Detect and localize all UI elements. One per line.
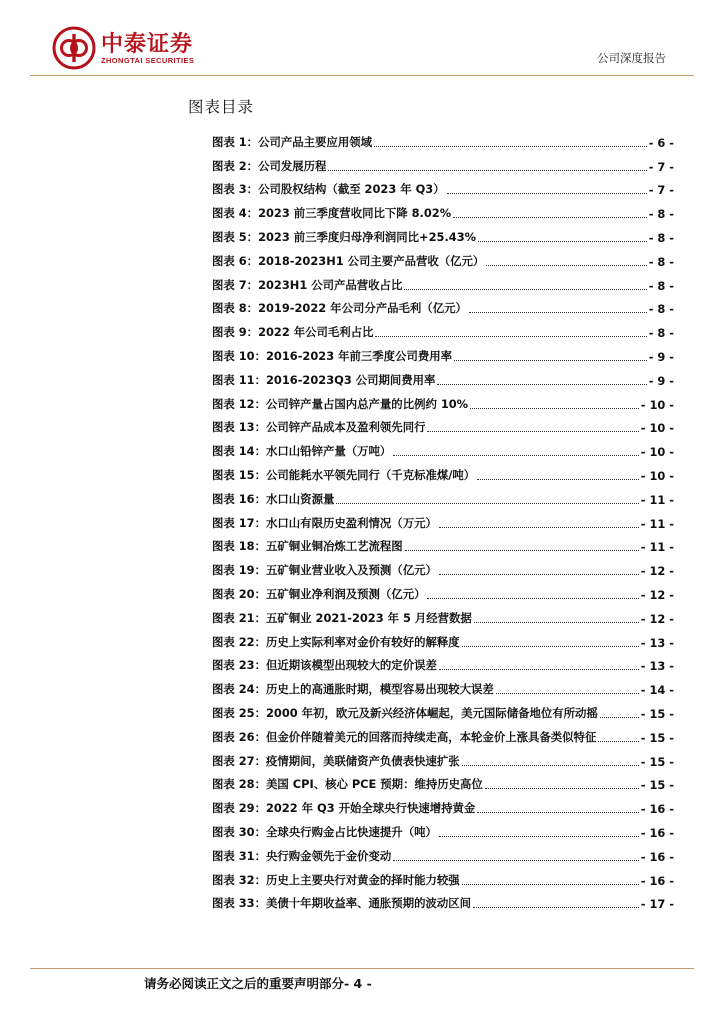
brand-name-en: ZHONGTAI SECURITIES <box>101 56 195 65</box>
toc-entry[interactable] <box>212 602 674 626</box>
toc-entry[interactable] <box>212 507 674 531</box>
toc-dot-leader <box>485 788 639 789</box>
toc-entry[interactable] <box>212 340 674 364</box>
toc-entry-caption: 2019-2022 年公司分产品毛利（亿元） <box>258 301 467 316</box>
toc-entry-label: 图表 3： <box>212 182 259 197</box>
toc-entry-label: 图表 19： <box>212 563 266 578</box>
toc-entry-page: - 8 - <box>648 302 674 317</box>
toc-entry-caption: 水口山资源量 <box>266 491 335 506</box>
toc-entry[interactable] <box>212 459 674 483</box>
toc-entry-label: 图表 14： <box>212 444 266 459</box>
toc-entry-caption: 水口山有限历史盈利情况（万元） <box>266 515 437 530</box>
toc-entry-label: 图表 30： <box>212 824 266 839</box>
toc-entry[interactable] <box>212 792 674 816</box>
toc-entry-label: 图表 22： <box>212 634 266 649</box>
toc-entry-page: - 8 - <box>648 254 674 269</box>
toc-list <box>212 126 674 911</box>
toc-dot-leader <box>439 836 639 837</box>
toc-entry-page: - 8 - <box>648 326 674 341</box>
toc-entry-label: 图表 24： <box>212 682 266 697</box>
toc-dot-leader <box>393 860 638 861</box>
toc-entry[interactable] <box>212 388 674 412</box>
toc-entry-caption: 但近期该模型出现较大的定价误差 <box>266 658 437 673</box>
toc-entry[interactable] <box>212 197 674 221</box>
toc-dot-leader <box>462 646 639 647</box>
toc-entry-label: 图表 16： <box>212 491 266 506</box>
toc-entry[interactable] <box>212 412 674 436</box>
toc-entry[interactable] <box>212 816 674 840</box>
toc-entry-page: - 12 - <box>640 564 674 579</box>
toc-entry-caption: 公司股权结构（截至 2023 年 Q3） <box>258 182 445 197</box>
toc-dot-leader <box>328 170 646 171</box>
toc-entry-label: 图表 32： <box>212 872 266 887</box>
toc-entry[interactable] <box>212 554 674 578</box>
toc-dot-leader <box>405 550 639 551</box>
toc-entry-caption: 2023 前三季度营收同比下降 8.02% <box>258 206 452 221</box>
toc-entry-page: - 13 - <box>640 659 674 674</box>
toc-entry-label: 图表 2： <box>212 158 259 173</box>
toc-entry-page: - 16 - <box>640 849 674 864</box>
toc-entry-label: 图表 17： <box>212 515 266 530</box>
toc-dot-leader <box>375 336 646 337</box>
toc-entry[interactable] <box>212 745 674 769</box>
toc-entry-page: - 17 - <box>640 897 674 912</box>
toc-entry-label: 图表 21： <box>212 610 266 625</box>
toc-dot-leader <box>437 384 646 385</box>
toc-dot-leader <box>427 431 638 432</box>
toc-entry-caption: 公司锌产品成本及盈利领先同行 <box>266 420 426 435</box>
toc-entry-label: 图表 12： <box>212 396 266 411</box>
toc-entry-page: - 7 - <box>648 183 674 198</box>
toc-dot-leader <box>600 717 639 718</box>
toc-entry-page: - 15 - <box>640 730 674 745</box>
report-type: 公司深度报告 <box>597 51 666 65</box>
toc-entry-label: 图表 26： <box>212 729 266 744</box>
toc-entry-page: - 15 - <box>640 778 674 793</box>
toc-dot-leader <box>404 289 646 290</box>
toc-dot-leader <box>427 598 638 599</box>
toc-entry[interactable] <box>212 650 674 674</box>
toc-entry-caption: 2018-2023H1 公司主要产品营收（亿元） <box>258 253 485 268</box>
toc-dot-leader <box>439 527 639 528</box>
toc-entry-label: 图表 20： <box>212 586 266 601</box>
toc-entry-page: - 10 - <box>640 445 674 460</box>
toc-entry-label: 图表 23： <box>212 658 266 673</box>
toc-dot-leader <box>470 408 639 409</box>
toc-entry-caption: 2000 年初，欧元及新兴经济体崛起，美元国际储备地位有所动摇 <box>266 705 598 720</box>
toc-entry-page: - 10 - <box>640 397 674 412</box>
toc-entry[interactable] <box>212 364 674 388</box>
toc-entry-page: - 15 - <box>640 706 674 721</box>
toc-entry-page: - 13 - <box>640 635 674 650</box>
toc-dot-leader <box>447 193 647 194</box>
toc-entry-page: - 6 - <box>648 135 674 150</box>
footer-disclaimer: 请务必阅读正文之后的重要声明部分- 4 - <box>144 976 372 991</box>
toc-entry-caption: 但金价伴随着美元的回落而持续走高，本轮金价上涨具备类似特征 <box>266 729 597 744</box>
toc-entry[interactable] <box>212 126 674 150</box>
zhongtai-logo-icon <box>52 26 96 70</box>
toc-entry-page: - 8 - <box>648 278 674 293</box>
toc-entry[interactable] <box>212 769 674 793</box>
toc-entry-caption: 五矿铜业营业收入及预测（亿元） <box>266 563 437 578</box>
toc-entry[interactable] <box>212 174 674 198</box>
toc-entry[interactable] <box>212 864 674 888</box>
toc-entry-page: - 12 - <box>640 587 674 602</box>
toc-entry[interactable] <box>212 531 674 555</box>
toc-dot-leader <box>336 503 638 504</box>
toc-title: 图表目录 <box>188 98 255 116</box>
brand-name-cn: 中泰证券 <box>101 32 194 57</box>
toc-dot-leader <box>477 812 638 813</box>
toc-entry[interactable] <box>212 483 674 507</box>
toc-dot-leader <box>453 217 647 218</box>
toc-dot-leader <box>469 312 647 313</box>
toc-dot-leader <box>439 574 639 575</box>
toc-entry-caption: 全球央行购金占比快速提升（吨） <box>266 824 437 839</box>
toc-entry-label: 图表 8： <box>212 301 259 316</box>
toc-entry-label: 图表 11： <box>212 372 266 387</box>
toc-entry-page: - 9 - <box>648 373 674 388</box>
toc-entry[interactable] <box>212 626 674 650</box>
toc-entry-page: - 16 - <box>640 825 674 840</box>
toc-dot-leader <box>478 241 647 242</box>
toc-entry-label: 图表 6： <box>212 253 259 268</box>
toc-entry-label: 图表 5： <box>212 229 259 244</box>
toc-entry-page: - 11 - <box>640 492 674 507</box>
toc-entry-page: - 16 - <box>640 802 674 817</box>
toc-dot-leader <box>393 455 638 456</box>
toc-dot-leader <box>454 360 647 361</box>
toc-entry-caption: 2023 前三季度归母净利润同比+25.43% <box>258 229 477 244</box>
toc-entry-caption: 五矿铜业 2021-2023 年 5 月经营数据 <box>266 610 472 625</box>
toc-entry[interactable] <box>212 316 674 340</box>
toc-entry-caption: 美国 CPI、核心 PCE 预期：维持历史高位 <box>266 777 483 792</box>
toc-entry[interactable] <box>212 245 674 269</box>
toc-entry-caption: 公司锌产量占国内总产量的比例约 10% <box>266 396 469 411</box>
toc-dot-leader <box>439 669 639 670</box>
toc-entry-page: - 11 - <box>640 540 674 555</box>
toc-entry-caption: 央行购金领先于金价变动 <box>266 848 392 863</box>
toc-entry[interactable] <box>212 293 674 317</box>
toc-dot-leader <box>477 479 639 480</box>
toc-entry-label: 图表 9： <box>212 325 259 340</box>
toc-entry-page: - 10 - <box>640 468 674 483</box>
toc-entry-caption: 历史上的高通胀时期，模型容易出现较大误差 <box>266 682 494 697</box>
toc-entry-caption: 公司产品主要应用领域 <box>258 134 372 149</box>
toc-dot-leader <box>462 765 639 766</box>
toc-entry-label: 图表 31： <box>212 848 266 863</box>
toc-entry-caption: 五矿铜业铜冶炼工艺流程图 <box>266 539 403 554</box>
toc-entry[interactable] <box>212 150 674 174</box>
toc-entry-page: - 8 - <box>648 207 674 222</box>
toc-entry-caption: 水口山铅锌产量（万吨） <box>266 444 392 459</box>
toc-entry-page: - 9 - <box>648 349 674 364</box>
toc-entry-page: - 8 - <box>648 230 674 245</box>
toc-entry-caption: 历史上主要央行对黄金的择时能力较强 <box>266 872 460 887</box>
toc-dot-leader <box>374 146 647 147</box>
toc-entry-page: - 16 - <box>640 873 674 888</box>
toc-entry-caption: 疫情期间，美联储资产负债表快速扩张 <box>266 753 460 768</box>
toc-entry-caption: 2022 年 Q3 开始全球央行快速增持黄金 <box>266 801 476 816</box>
toc-entry-page: - 15 - <box>640 754 674 769</box>
page-header <box>0 0 724 80</box>
toc-dot-leader <box>474 622 639 623</box>
footer-divider <box>30 968 694 969</box>
toc-entry-label: 图表 10： <box>212 348 266 363</box>
toc-dot-leader <box>598 741 638 742</box>
toc-entry[interactable] <box>212 435 674 459</box>
toc-entry[interactable] <box>212 721 674 745</box>
toc-entry-page: - 7 - <box>648 159 674 174</box>
toc-entry-label: 图表 28： <box>212 777 266 792</box>
toc-entry-caption: 美债十年期收益率、通胀预期的波动区间 <box>266 896 472 911</box>
toc-entry-label: 图表 18： <box>212 539 266 554</box>
toc-entry-caption: 2022 年公司毛利占比 <box>258 325 374 340</box>
toc-entry[interactable] <box>212 888 674 912</box>
toc-dot-leader <box>473 907 639 908</box>
toc-entry-label: 图表 4： <box>212 206 259 221</box>
toc-entry[interactable] <box>212 221 674 245</box>
toc-dot-leader <box>462 884 639 885</box>
toc-entry-page: - 14 - <box>640 683 674 698</box>
toc-entry-page: - 11 - <box>640 516 674 531</box>
toc-entry[interactable] <box>212 673 674 697</box>
toc-entry-label: 图表 13： <box>212 420 266 435</box>
toc-entry-label: 图表 1： <box>212 134 259 149</box>
toc-entry[interactable] <box>212 840 674 864</box>
toc-entry-label: 图表 25： <box>212 705 266 720</box>
toc-entry-caption: 2023H1 公司产品营收占比 <box>258 277 403 292</box>
toc-dot-leader <box>496 693 639 694</box>
toc-entry-label: 图表 29： <box>212 801 266 816</box>
toc-entry-label: 图表 33： <box>212 896 266 911</box>
toc-entry-caption: 五矿铜业净利润及预测（亿元） <box>266 586 426 601</box>
toc-entry-caption: 历史上实际利率对金价有较好的解释度 <box>266 634 460 649</box>
toc-entry-page: - 12 - <box>640 611 674 626</box>
toc-entry-label: 图表 27： <box>212 753 266 768</box>
toc-entry-caption: 公司发展历程 <box>258 158 327 173</box>
toc-entry-caption: 2016-2023 年前三季度公司费用率 <box>266 348 453 363</box>
toc-entry[interactable] <box>212 697 674 721</box>
toc-entry[interactable] <box>212 578 674 602</box>
header-divider <box>30 75 694 76</box>
toc-entry-caption: 2016-2023Q3 公司期间费用率 <box>266 372 436 387</box>
toc-entry[interactable] <box>212 269 674 293</box>
toc-entry-caption: 公司能耗水平领先同行（千克标准煤/吨） <box>266 467 476 482</box>
toc-entry-label: 图表 7： <box>212 277 259 292</box>
toc-entry-page: - 10 - <box>640 421 674 436</box>
toc-entry-label: 图表 15： <box>212 467 266 482</box>
toc-dot-leader <box>486 265 646 266</box>
